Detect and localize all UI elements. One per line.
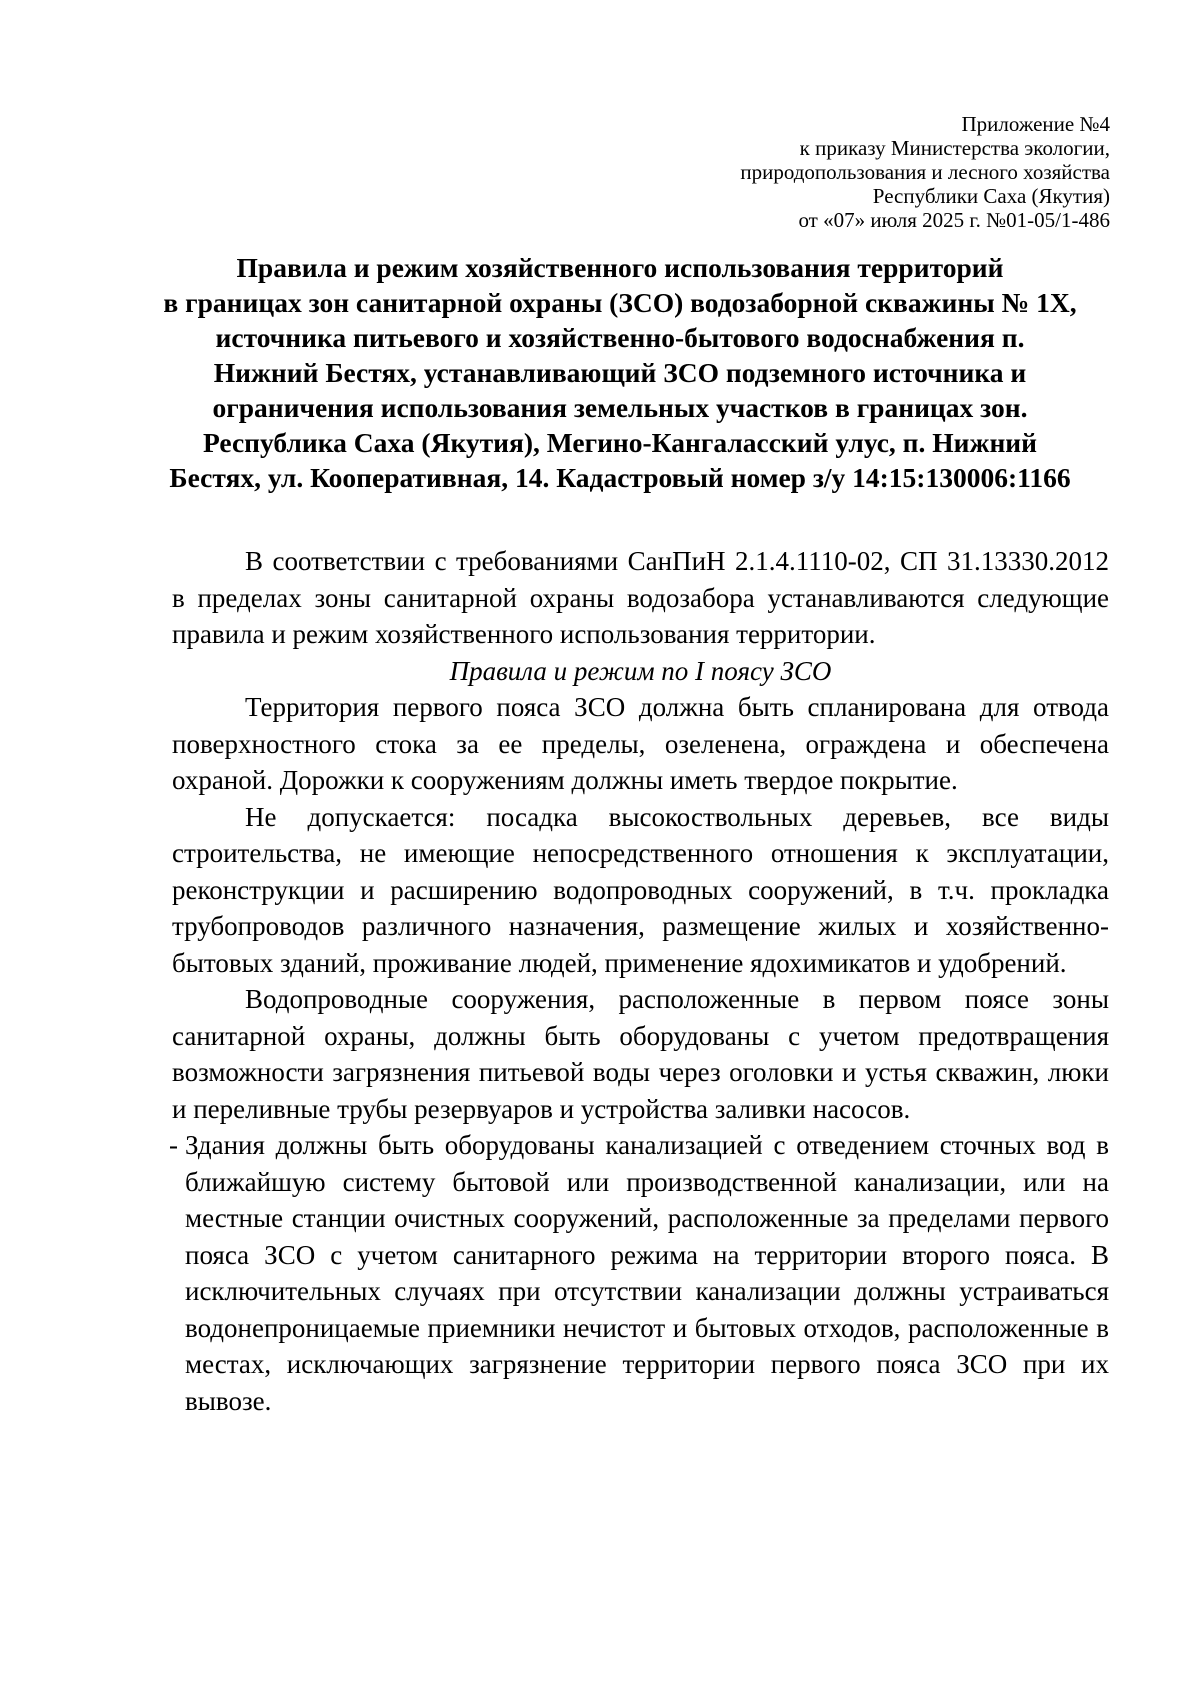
list-item-buildings — [169, 1127, 1109, 1419]
list-item-text: Здания должны быть оборудованы канализацией с отведением сточных вод в ближайшую систему бытовой или производственной канализации, или на местные станции очистных сооружений, расположенные за пределами первого пояса ЗСО с учетом санитарного режима на территории второго пояса. В исключительных случаях при отсутствии канализации должны устраиваться водонепроницаемые приемники нечистот и бытовых отходов, расположенные в местах, исключающих загрязнение территории первого пояса ЗСО при их вывозе. — [185, 1130, 1109, 1416]
paragraph-territory: Территория первого пояса ЗСО должна быть спланирована для отвода поверхностного стока за ее пределы, озеленена, ограждена и обеспечена охраной. Дорожки к сооружениям должны иметь твердое покрытие. — [172, 692, 1109, 795]
section-heading: Правила и режим по I поясу ЗСО — [449, 655, 832, 686]
title-line: Правила и режим хозяйственного использования территорий — [236, 252, 1004, 283]
bullet-dash: - — [169, 1130, 178, 1160]
appendix-order-line: к приказу Министерства экологии, — [799, 136, 1110, 160]
document-body — [169, 543, 1109, 1419]
appendix-ministry-line: природопользования и лесного хозяйства — [740, 160, 1110, 184]
title-line: Республика Саха (Якутия), Мегино-Кангаласский улус, п. Нижний — [203, 427, 1037, 458]
appendix-reference — [550, 112, 1110, 232]
appendix-date-line: от «07» июля 2025 г. №01-05/1-486 — [798, 208, 1110, 232]
paragraph-water-facilities: Водопроводные сооружения, расположенные в первом поясе зоны санитарной охраны, должны быть оборудованы с учетом предотвращения возможности загрязнения питьевой воды через оголовки и устья скважин, люки и переливные трубы резервуаров и устройства заливки насосов. — [172, 984, 1109, 1124]
title-line: в границах зон санитарной охраны (ЗСО) водозаборной скважины № 1Х, — [163, 287, 1077, 318]
title-line: источника питьевого и хозяйственно-бытового водоснабжения п. — [215, 322, 1025, 353]
title-line: ограничения использования земельных участков в границах зон. — [212, 392, 1028, 423]
title-line: Бестях, ул. Кооперативная, 14. Кадастровый номер з/у 14:15:130006:1166 — [169, 462, 1071, 493]
title-line: Нижний Бестях, устанавливающий ЗСО подземного источника и — [213, 357, 1027, 388]
document-title — [140, 250, 1100, 495]
appendix-republic-line: Республики Саха (Якутия) — [872, 184, 1110, 208]
intro-paragraph: В соответствии с требованиями СанПиН 2.1.4.1110-02, СП 31.13330.2012 в пределах зоны санитарной охраны водозабора устанавливаются следующие правила и режим хозяйственного использования территории. — [172, 546, 1109, 649]
appendix-number: Приложение №4 — [961, 112, 1110, 136]
paragraph-prohibitions: Не допускается: посадка высокоствольных деревьев, все виды строительства, не имеющие непосредственного отношения к эксплуатации, реконструкции и расширению водопроводных сооружений, в т.ч. прокладка трубопроводов различного назначения, размещение жилых и хозяйственно-бытовых зданий, проживание людей, применение ядохимикатов и удобрений. — [172, 801, 1109, 978]
